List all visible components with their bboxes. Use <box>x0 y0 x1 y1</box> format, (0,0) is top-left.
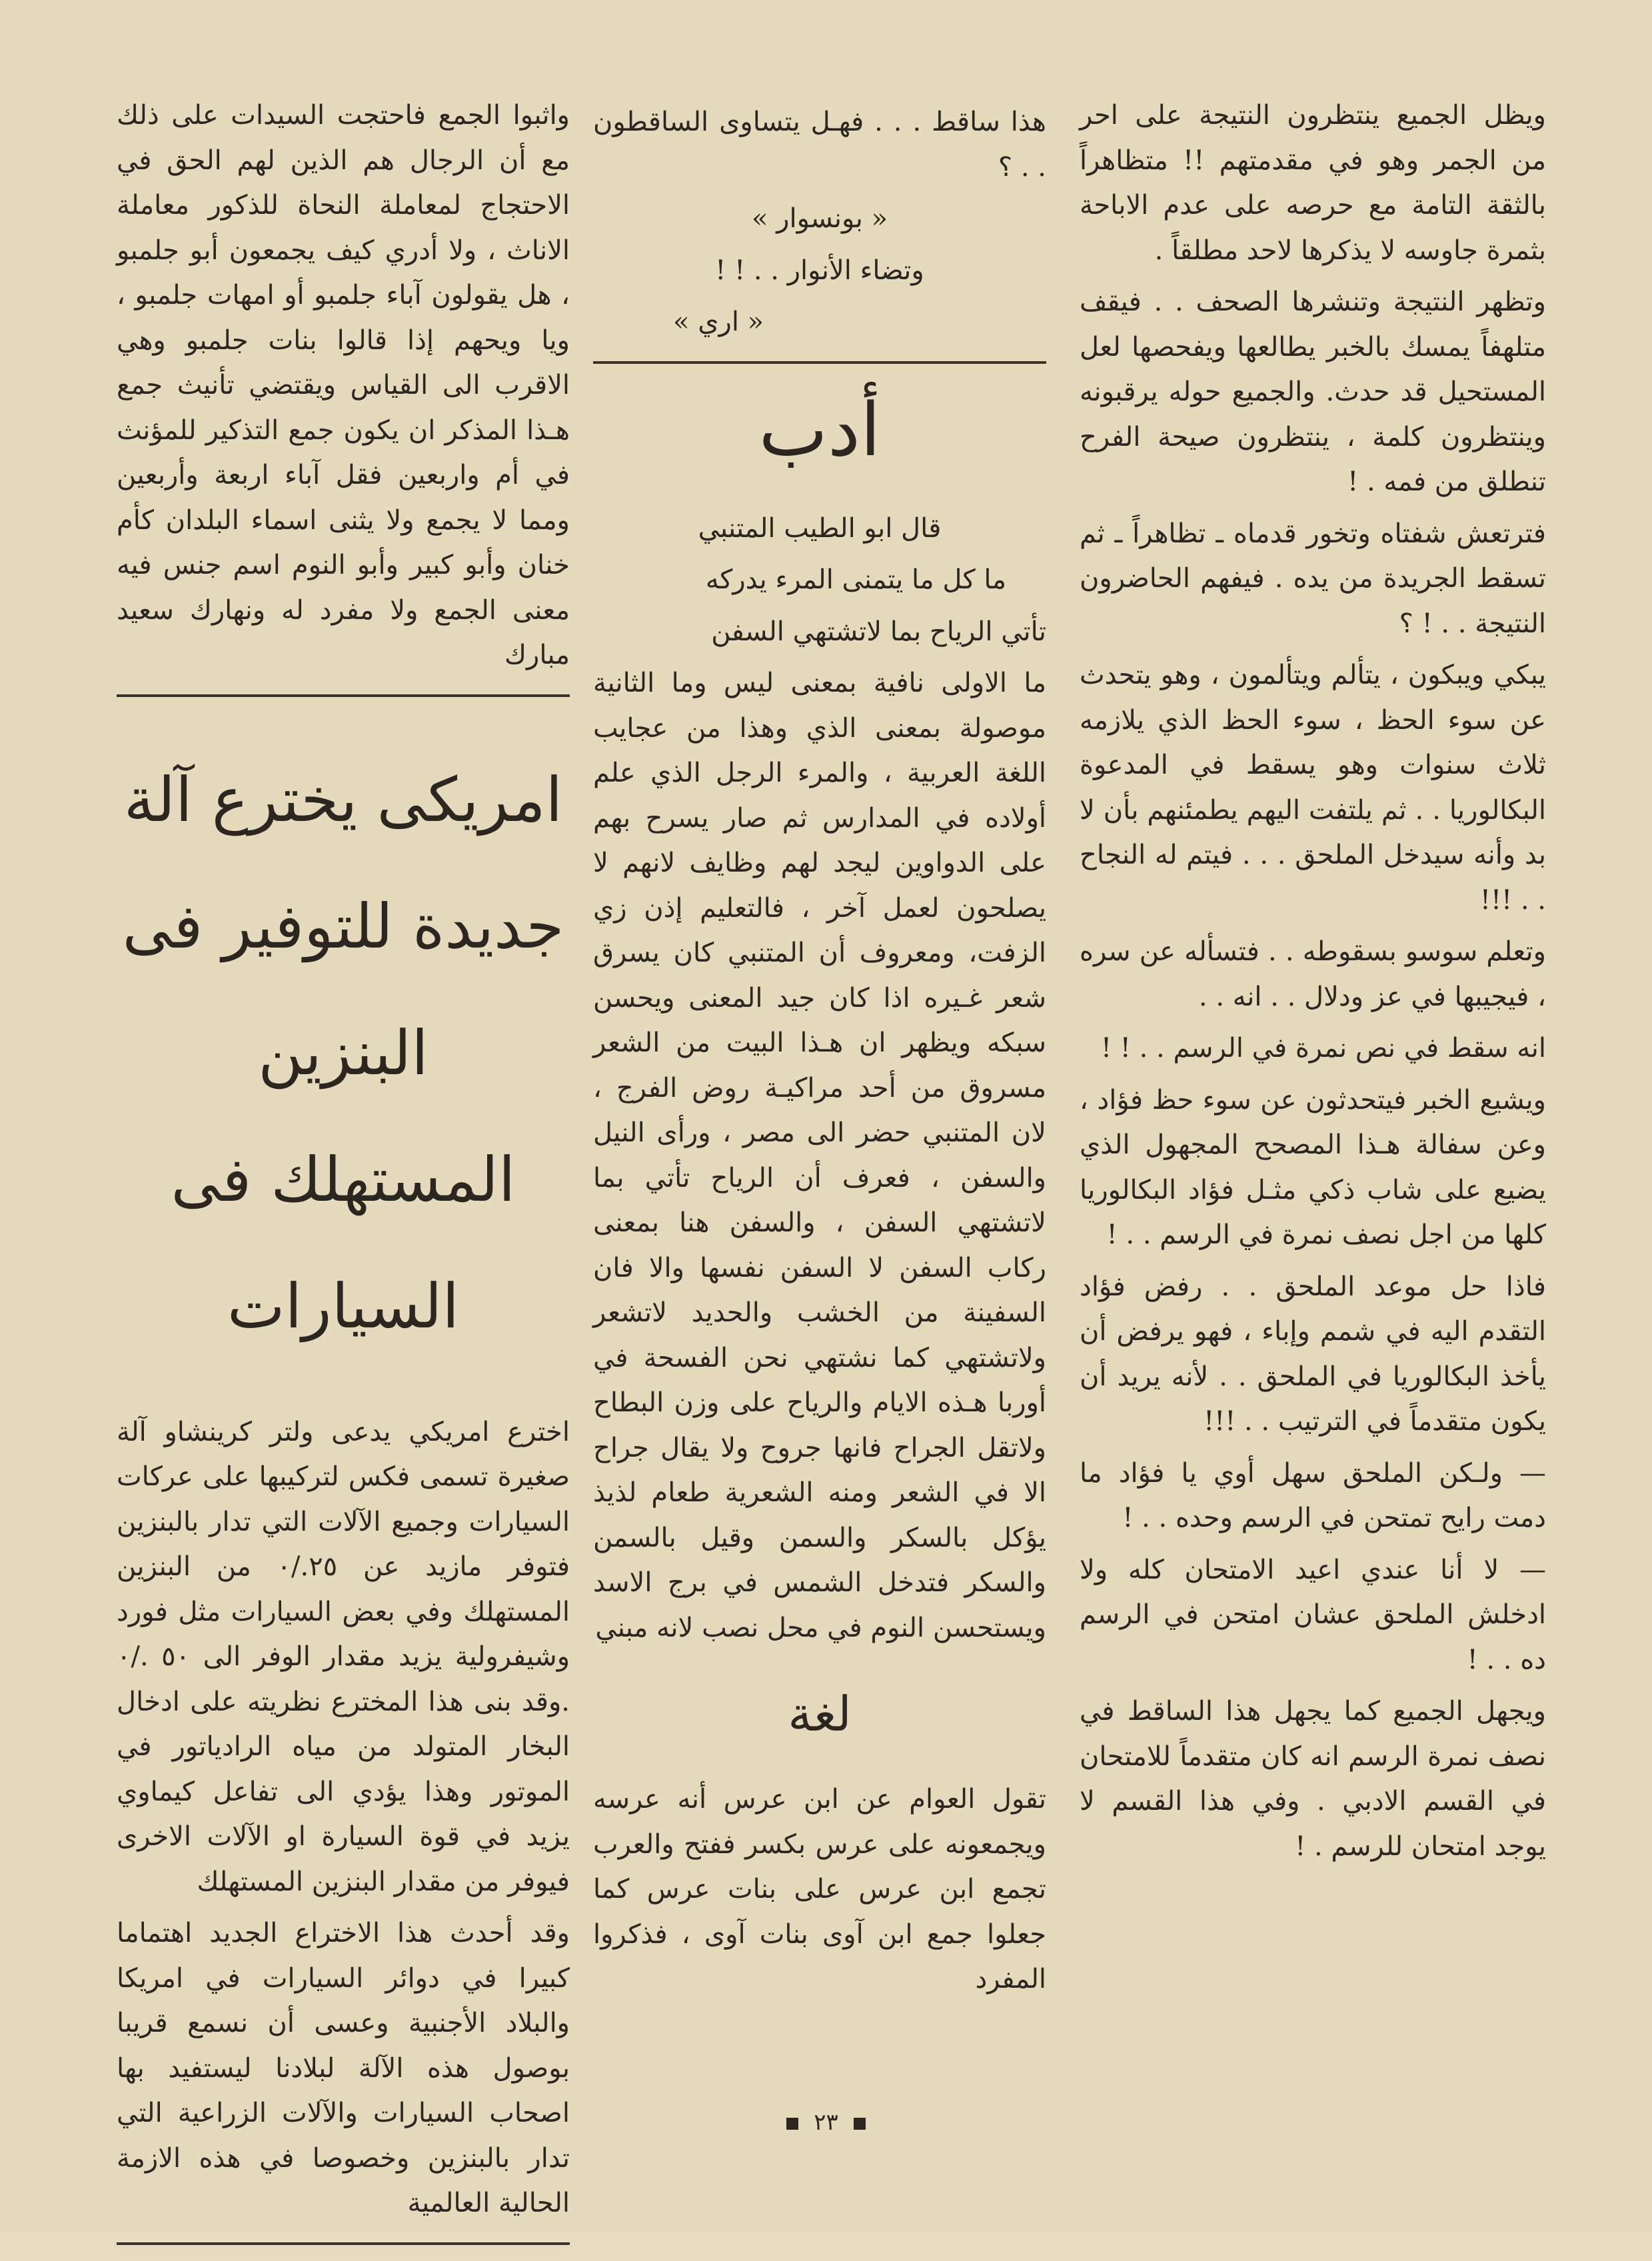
square-ornament-icon <box>854 2118 866 2130</box>
right-paragraph: ويظل الجميع ينتظرون النتيجة على احر من الجمر وهو في مقدمتهم !! متظاهراً بالثقة التامة مع حرصه على عدم الاباحة بثمرة جاوسه لا يذكرها لاحد مطلقاً . <box>1080 100 1546 266</box>
right-paragraph: يبكي ويبكون ، يتألم ويتألمون ، وهو يتحدث عن سوء الحظ ، سوء الحظ الذي يلازمه ثلاث سنوات وهو يسقط في المدعوة البكالوريا . . ثم يلتفت اليهم يطمئنهم بأن لا بد وأنه سيدخل الملحق . . . فيتم له النجاح . . !!! <box>1080 660 1546 916</box>
headline-line: المستهلك فى السيارات <box>171 1143 516 1342</box>
continued-text: واثبوا الجمع فاحتجت السيدات على ذلك مع أن الرجال هم الذين لهم الحق في الاحتجاج لمعاملة النحاة للذكور معاملة الاناث ، ولا أدري كيف يجمعون أبو جلمبو ، هل يقولون آباء جلمبو أو امهات جلمبو ، ويا ويحهم إذا قالوا بنات جلمبو وهي الاقرب الى القياس ويقتضي تأنيث جمع هـذا المذكر ان يكون جمع التذكير للمؤنث في أم واربعين فقل آباء اربعة وأربعين ومما لا يجمع ولا يثنى اسماء البلدان كأم خنان وأبو كبير وأبو النوم اسم جنس فيه معنى الجمع ولا مفرد له ونهارك سعيد مبارك <box>117 100 570 670</box>
right-paragraph: — لا أنا عندي اعيد الامتحان كله ولا ادخلش الملحق عشان امتحن في الرسم ده . . ! <box>1080 1554 1546 1675</box>
author-signature: « اري » <box>673 307 764 337</box>
page-number: ٢٣ <box>814 2109 838 2136</box>
right-paragraph: فاذا حل موعد الملحق . . رفض فؤاد التقدم اليه في شمم وإباء ، فهو يرفض أن يأخذ البكالوريا في الملحق . . لأنه يريد أن يكون متقدماً في الترتيب . . !!! <box>1080 1271 1546 1437</box>
right-paragraph: فترتعش شفتاه وتخور قدماه ـ تظاهراً ـ ثم تسقط الجريدة من يده . فيفهم الحاضرون النتيجة . . ! ؟ <box>1080 518 1546 639</box>
verse-line: ما كل ما يتمنى المرء يدركه <box>705 564 1006 595</box>
section-divider <box>593 361 1046 364</box>
right-paragraph: انه سقط في نص نمرة في الرسم . . ! ! <box>1101 1033 1546 1064</box>
right-paragraph: ويجهل الجميع كما يجهل هذا الساقط في نصف نمرة الرسم انه كان متقدماً للامتحان في القسم الادبي . وفي هذا القسم لا يوجد امتحان للرسم . ! <box>1080 1696 1546 1862</box>
left-column <box>117 93 570 2261</box>
signoff-line: وتضاء الأنوار . . ! ! <box>715 255 924 286</box>
page-footer <box>0 2109 1652 2136</box>
square-ornament-icon <box>786 2118 798 2130</box>
headline-line: جديدة للتوفير فى البنزين <box>122 890 564 1089</box>
adab-heading: أدب <box>758 386 881 472</box>
article-headline <box>117 737 570 1370</box>
lugha-heading: لغة <box>788 1686 852 1742</box>
right-paragraph: وتظهر النتيجة وتنشرها الصحف . . فيقف متلهفاً يمسك بالخبر يطالعها ويفحصها لعل المستحيل قد حدث. والجميع حوله يرقبونه وينتظرون كلمة ، ينتظرون صيحة الفرح تنطلق من فمه . ! <box>1080 287 1546 497</box>
story-ending: هذا ساقط . . . فهـل يتساوى الساقطون . . ؟ <box>593 107 1046 183</box>
verse-intro: قال ابو الطيب المتنبي <box>698 512 942 544</box>
article-paragraph: وقد أحدث هذا الاختراع الجديد اهتماما كبيرا في دوائر السيارات في امريكا والبلاد الأجنبية وعسى أن نسمع قريبا بوصول هذه الآلة لبلادنا ليستفيد بها اصحاب السيارات والآلات الزراعية التي تدار بالبنزين وخصوصا في هذه الازمة الحالية العالمية <box>117 1918 570 2218</box>
section-divider <box>117 694 570 697</box>
adab-body: ما الاولى نافية بمعنى ليس وما الثانية موصولة بمعنى الذي وهذا من عجايب اللغة العربية ، والمرء الرجل الذي علم أولاده في المدارس ثم صار يسرح بهم على الدواوين ليجد لهم وظايف لانهم لا يصلحون لعمل آخر ، فالتعليم إذن زي الزفت، ومعروف أن المتنبي كان يسرق شعر غـيره اذا كان جيد المعنى ويحسن سبكه ويظهر ان هـذا البيت من الشعر مسروق من أحد مراكيـة روض الفرج ، لان المتنبي حضر الى مصر ، ورأى النيل والسفن ، فعرف أن الرياح تأتي بما لاتشتهي السفن ، والسفن هنا بمعنى ركاب السفن لا السفن نفسها والا فان السفينة من الخشب والحديد لاتشعر ولاتشتهي كما نشتهي نحن الفسحة في أوربا هـذه الايام والرياح على وزن البطاح ولاتقل الجراح فانها جروح ولا يقال جراح الا في الشعر ومنه الشعرية طعام لذيذ يؤكل بالسكر والسمن وقيل بالسمن والسكر فتدخل الشمس في برج الاسد ويستحسن النوم في محل نصب لانه مبني <box>593 668 1046 1643</box>
lugha-body: تقول العوام عن ابن عرس أنه عرسه ويجمعونه على عرس بكسر ففتح والعرب تجمع ابن عرس على بنات عرس كما جعلوا جمع ابن آوى بنات آوى ، فذكروا المفرد <box>593 1784 1046 1994</box>
middle-column <box>593 100 1046 2009</box>
article-paragraph: اخترع امريكي يدعى ولتر كرينشاو آلة صغيرة تسمى فكس لتركيبها على عركات السيارات وجميع الآلات التي تدار بالبنزين فتوفر مازيد عن ٢٥./٠ من البنزين المستهلك وفي بعض السيارات مثل فورد وشيفرولية يزيد مقدار الوفر الى ٥٠ ./٠ .وقد بنى هذا المخترع نظريته على ادخال البخار المتولد من مياه الرادياتور في الموتور وهذا يؤدي الى تفاعل كيماوي يزيد في قوة السيارة او الآلات الاخرى فيوفر من مقدار البنزين المستهلك <box>117 1416 570 1897</box>
right-column <box>1080 93 1546 1876</box>
verse-line: تأتي الرياح بما لاتشتهي السفن <box>711 616 1046 647</box>
signoff-name: « بونسوار » <box>751 203 888 234</box>
headline-line: امريكى يخترع آلة <box>123 764 563 836</box>
section-divider <box>117 2242 570 2245</box>
right-paragraph: وتعلم سوسو بسقوطه . . فتسأله عن سره ، فيجيبها في عز ودلال . . انه . . <box>1080 936 1546 1012</box>
right-paragraph: ويشيع الخبر فيتحدثون عن سوء حظ فؤاد ، وعن سفالة هـذا المصحح المجهول الذي يضيع على شاب ذكي مثـل فؤاد البكالوريا كلها من اجل نصف نمرة في الرسم . . ! <box>1080 1084 1546 1250</box>
right-paragraph: — ولـكن الملحق سهل أوي يا فؤاد ما دمت رايح تمتحن في الرسم وحده . . ! <box>1080 1457 1546 1533</box>
